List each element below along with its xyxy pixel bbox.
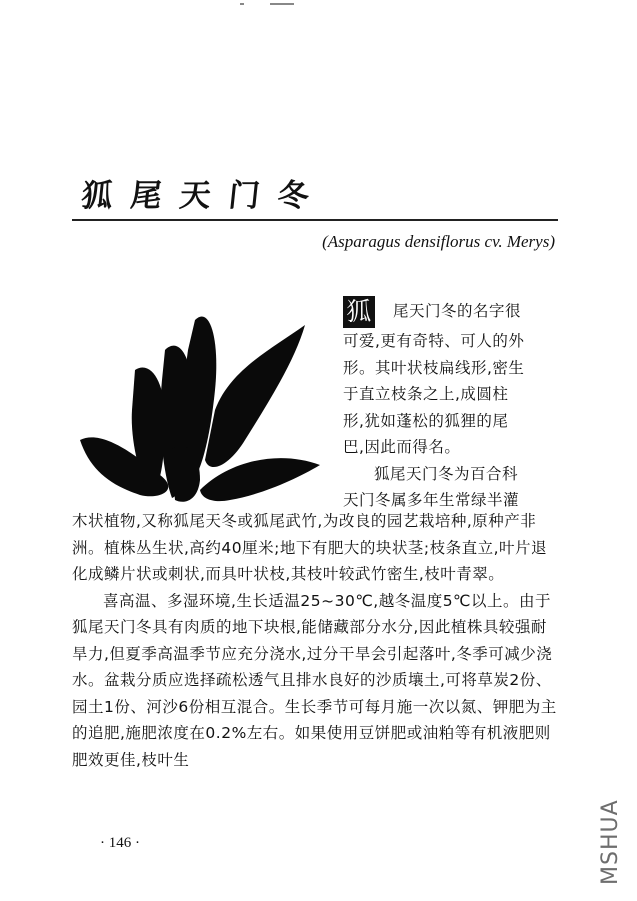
fern-plant-illustration-icon — [70, 300, 330, 510]
body-text — [72, 508, 560, 773]
title-divider — [72, 219, 558, 221]
text-line: 形,犹如蓬松的狐狸的尾 — [343, 411, 509, 430]
text-line: 可爱,更有奇特、可人的外 — [343, 332, 525, 350]
latin-name: (Asparagus densiflorus cv. Merys) — [322, 232, 555, 251]
scan-artifact — [240, 3, 244, 5]
drop-cap: 狐 — [343, 296, 375, 328]
text-line: 形。其叶状枝扁线形,密生 — [343, 358, 525, 377]
page-title: 狐尾天门冬 — [79, 178, 329, 214]
page-number: · 146 · — [100, 835, 140, 851]
text-line: 狐尾天门冬为百合科 — [374, 464, 519, 483]
paragraph-description: 木状植物,又称狐尾天冬或狐尾武竹,为改良的园艺栽培种,原种产非洲。植株丛生状,高约40厘米;地下有肥大的块状茎;枝条直立,叶片退化成鳞片状或刺状,而具叶状枝,其枝叶较武竹密生,枝叶青翠。 — [72, 512, 548, 583]
intro-column — [343, 296, 563, 514]
text-line: 于直立枝条之上,成圆柱 — [343, 385, 509, 403]
scan-artifact — [270, 3, 294, 5]
text-line: 天门冬属多年生常绿半灌 — [343, 491, 520, 509]
text-line: 狐 尾天门冬的名字很 — [343, 296, 563, 328]
paragraph-care: 喜高温、多湿环境,生长适温25~30℃,越冬温度5℃以上。由于狐尾天门冬具有肉质的地下块根,能储藏部分水分,因此植株具较强耐旱力,但夏季高温季节应充分浇水,过分干旱会引起落叶,冬季可减少浇水。盆栽分质应选择疏松透气且排水良好的沙质壤土,可将草炭2份、园土1份、河沙6份相互混合。生长季节可每月施一次以氮、钾肥为主的追肥,施肥浓度在0.2%左右。如果使用豆饼肥或油粕等有机液肥则肥效更佳,枝叶生 — [72, 591, 557, 769]
text-line: 巴,因此而得名。 — [343, 438, 461, 456]
watermark: MSHUA — [598, 799, 623, 885]
